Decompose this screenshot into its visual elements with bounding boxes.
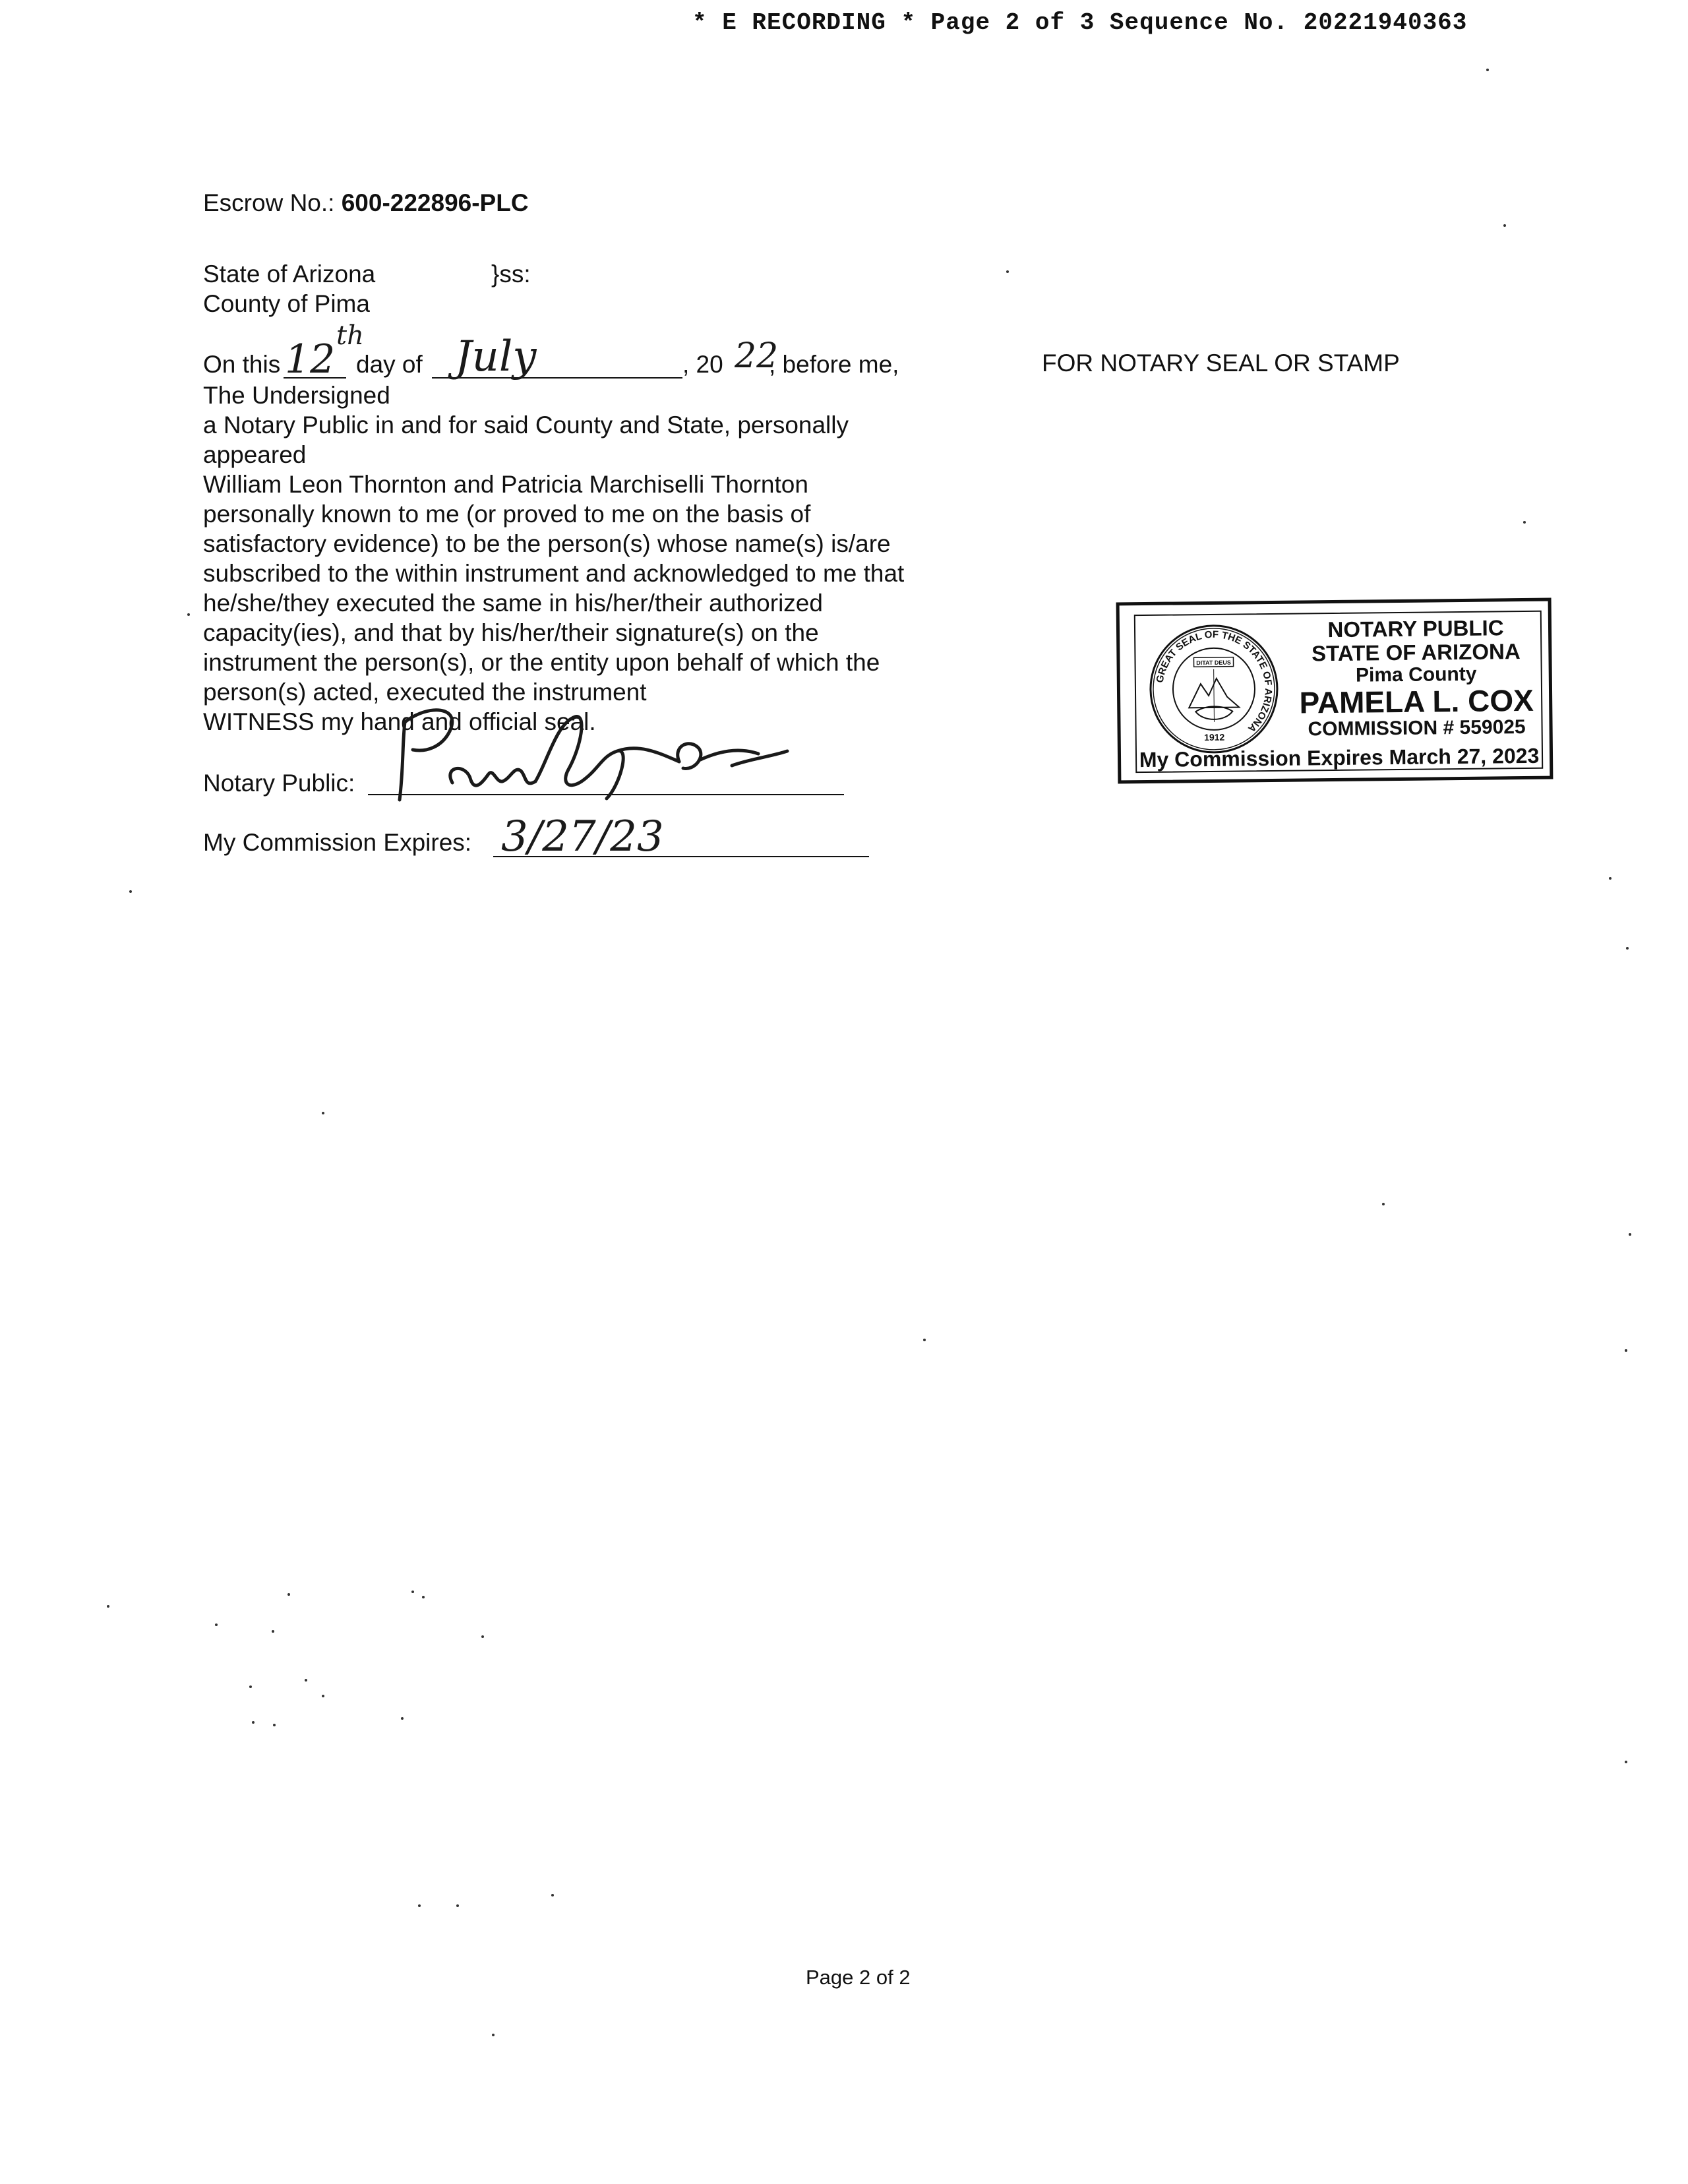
recording-header: * E RECORDING * Page 2 of 3 Sequence No. 20221940363 xyxy=(692,9,1468,36)
ack-line: person(s) acted, executed the instrument xyxy=(203,679,647,706)
year-handwritten: 22 xyxy=(735,336,779,376)
day-of-label: day of xyxy=(356,351,423,378)
scan-speck xyxy=(1609,877,1612,880)
scan-speck xyxy=(1486,69,1489,71)
stamp-line-notary-name: PAMELA L. COX xyxy=(1299,682,1534,720)
scan-speck xyxy=(272,1630,274,1633)
scan-speck xyxy=(456,1904,459,1907)
escrow-label: Escrow No.: xyxy=(203,189,335,216)
venue-ss: }ss: xyxy=(491,260,531,288)
ack-line: he/she/they executed the same in his/her/their authorized xyxy=(203,590,823,617)
month-handwritten: July xyxy=(455,332,537,381)
scan-speck xyxy=(129,890,132,893)
ack-line-names: William Leon Thornton and Patricia Marchiselli Thornton xyxy=(203,471,808,498)
day-handwritten: 12 xyxy=(285,336,336,382)
commission-expires-handwritten: 3/27/23 xyxy=(501,812,664,861)
stamp-line-commission-expires: My Commission Expires March 27, 2023 xyxy=(1139,743,1540,772)
scan-speck xyxy=(1629,1233,1631,1236)
scan-speck xyxy=(305,1679,307,1682)
scan-speck xyxy=(551,1894,554,1896)
venue-state: State of Arizona xyxy=(203,260,376,288)
scan-speck xyxy=(1625,1761,1627,1763)
svg-text:DITAT DEUS: DITAT DEUS xyxy=(1196,659,1231,667)
scan-speck xyxy=(422,1596,425,1598)
scan-speck xyxy=(1503,224,1506,227)
stamp-line-state: STATE OF ARIZONA xyxy=(1311,639,1521,666)
ack-line-witness: WITNESS my hand and official seal. xyxy=(203,708,596,735)
scan-speck xyxy=(273,1724,276,1726)
ack-line: appeared xyxy=(203,441,307,468)
arizona-seal-icon xyxy=(1147,622,1281,756)
ack-line: a Notary Public in and for said County and State, personally xyxy=(203,411,849,439)
scan-speck xyxy=(322,1112,324,1114)
stamp-line-county: Pima County xyxy=(1355,663,1477,686)
notary-signature xyxy=(389,682,798,811)
ack-line: The Undersigned xyxy=(203,382,390,409)
commission-expires-label: My Commission Expires: xyxy=(203,829,472,856)
notary-stamp-inner xyxy=(1134,611,1543,773)
escrow-line xyxy=(203,188,529,218)
notary-stamp xyxy=(1116,598,1553,784)
escrow-number: 600-222896-PLC xyxy=(341,189,529,216)
scan-speck xyxy=(187,613,190,616)
ack-line: personally known to me (or proved to me on the basis of xyxy=(203,501,811,528)
ack-line: capacity(ies), and that by his/her/their signature(s) on the xyxy=(203,619,819,646)
seal-area-label: FOR NOTARY SEAL OR STAMP xyxy=(1042,349,1400,377)
scan-speck xyxy=(481,1635,484,1638)
scan-speck xyxy=(249,1685,252,1688)
venue-county: County of Pima xyxy=(203,290,370,317)
ack-line: instrument the person(s), or the entity upon behalf of which the xyxy=(203,649,880,676)
scan-speck xyxy=(923,1339,926,1341)
stamp-line-notary-public: NOTARY PUBLIC xyxy=(1327,615,1504,642)
scan-speck xyxy=(411,1591,414,1593)
stamp-line-commission-number: COMMISSION # 559025 xyxy=(1308,715,1526,741)
scan-speck xyxy=(215,1623,218,1626)
scan-speck xyxy=(322,1695,324,1697)
ack-line: satisfactory evidence) to be the person(s) whose name(s) is/are xyxy=(203,530,891,557)
scan-speck xyxy=(418,1904,421,1907)
scan-speck xyxy=(1523,521,1526,524)
ack-line: subscribed to the within instrument and acknowledged to me that xyxy=(203,560,905,587)
scan-speck xyxy=(1625,1349,1627,1352)
notary-stamp-text xyxy=(1294,616,1539,741)
before-me-label: , before me, xyxy=(769,351,899,378)
scan-speck xyxy=(1382,1203,1385,1205)
scan-speck xyxy=(401,1717,404,1720)
on-this-label: On this xyxy=(203,351,281,378)
page-number: Page 2 of 2 xyxy=(806,1966,911,1989)
scan-speck xyxy=(1006,270,1009,273)
svg-text:1912: 1912 xyxy=(1204,731,1225,743)
scan-speck xyxy=(492,2034,495,2036)
scan-speck xyxy=(287,1593,290,1596)
year-prefix: , 20 xyxy=(682,351,723,378)
scan-speck xyxy=(1626,947,1629,950)
day-suffix-handwritten: th xyxy=(336,320,364,351)
svg-text:GREAT SEAL OF THE STATE OF ARI: GREAT SEAL OF THE STATE OF ARIZONA xyxy=(1154,628,1275,735)
notary-public-label: Notary Public: xyxy=(203,770,355,797)
scan-speck xyxy=(107,1605,109,1608)
scan-speck xyxy=(252,1721,255,1724)
